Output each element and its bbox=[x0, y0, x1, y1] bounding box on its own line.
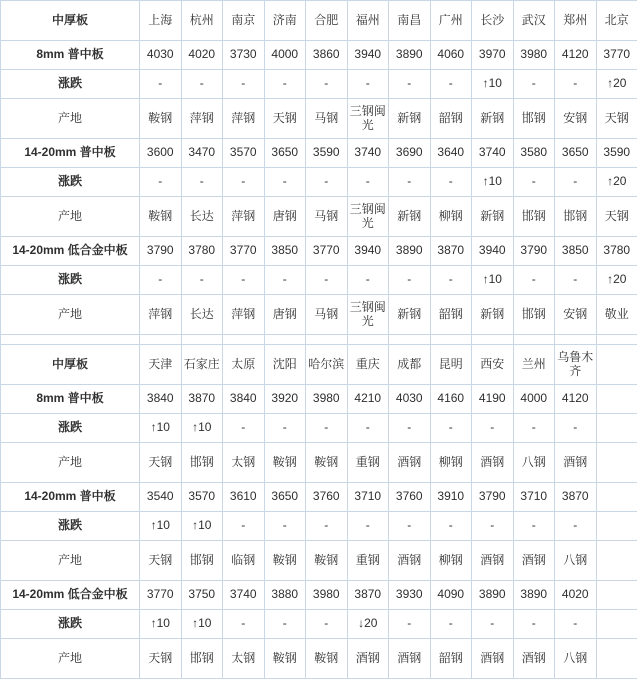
change-cell: - bbox=[264, 414, 306, 443]
change-cell: - bbox=[181, 168, 223, 197]
origin-cell: 新钢 bbox=[389, 295, 431, 335]
change-cell: - bbox=[430, 266, 472, 295]
table-header-category: 中厚板 bbox=[1, 1, 140, 41]
price-cell: 4190 bbox=[472, 385, 514, 414]
table-header-city: 哈尔滨 bbox=[306, 345, 348, 385]
row-label: 8mm 普中板 bbox=[1, 41, 140, 70]
origin-cell bbox=[596, 443, 637, 483]
price-cell: 3790 bbox=[472, 483, 514, 512]
origin-cell: 鞍钢 bbox=[306, 639, 348, 679]
spacer-cell bbox=[181, 335, 223, 345]
origin-cell: 萍钢 bbox=[223, 99, 265, 139]
change-cell: ↑20 bbox=[596, 266, 637, 295]
spacer-cell bbox=[596, 335, 637, 345]
spacer-cell bbox=[264, 335, 306, 345]
row-label: 涨跌 bbox=[1, 414, 140, 443]
row-label: 14-20mm 普中板 bbox=[1, 139, 140, 168]
origin-cell: 八钢 bbox=[513, 443, 555, 483]
table-header-city: 郑州 bbox=[555, 1, 597, 41]
origin-cell: 韶钢 bbox=[430, 295, 472, 335]
change-cell: - bbox=[430, 70, 472, 99]
origin-cell: 唐钢 bbox=[264, 295, 306, 335]
price-cell: 4030 bbox=[140, 41, 182, 70]
price-cell: 3760 bbox=[389, 483, 431, 512]
table-row bbox=[1, 610, 637, 639]
row-label: 涨跌 bbox=[1, 610, 140, 639]
origin-cell: 敬业 bbox=[596, 295, 637, 335]
price-cell: 3650 bbox=[264, 483, 306, 512]
price-cell: 4030 bbox=[389, 385, 431, 414]
change-cell: - bbox=[555, 70, 597, 99]
origin-cell: 韶钢 bbox=[430, 99, 472, 139]
change-cell bbox=[596, 512, 637, 541]
table-header-city: 福州 bbox=[347, 1, 389, 41]
change-cell: - bbox=[306, 414, 348, 443]
row-label: 14-20mm 普中板 bbox=[1, 483, 140, 512]
price-cell: 3780 bbox=[181, 237, 223, 266]
table-section-spacer bbox=[1, 335, 637, 345]
change-cell: - bbox=[306, 266, 348, 295]
table-header-row bbox=[1, 1, 637, 41]
table-row bbox=[1, 639, 637, 679]
price-cell bbox=[596, 581, 637, 610]
price-cell: 4060 bbox=[430, 41, 472, 70]
table-header-city: 合肥 bbox=[306, 1, 348, 41]
change-cell: - bbox=[347, 70, 389, 99]
change-cell: - bbox=[389, 610, 431, 639]
origin-cell: 鞍钢 bbox=[264, 639, 306, 679]
table-header-city: 武汉 bbox=[513, 1, 555, 41]
origin-cell: 萍钢 bbox=[223, 197, 265, 237]
spacer-cell bbox=[430, 335, 472, 345]
price-cell: 3610 bbox=[223, 483, 265, 512]
origin-cell: 邯钢 bbox=[513, 295, 555, 335]
spacer-cell bbox=[223, 335, 265, 345]
price-cell: 3780 bbox=[596, 237, 637, 266]
change-cell: ↑20 bbox=[596, 168, 637, 197]
price-cell bbox=[596, 385, 637, 414]
change-cell: ↓20 bbox=[347, 610, 389, 639]
origin-cell: 八钢 bbox=[555, 541, 597, 581]
price-cell: 3940 bbox=[347, 41, 389, 70]
row-label: 产地 bbox=[1, 197, 140, 237]
origin-cell: 柳钢 bbox=[430, 197, 472, 237]
price-cell: 4120 bbox=[555, 385, 597, 414]
row-label: 14-20mm 低合金中板 bbox=[1, 581, 140, 610]
price-cell: 3470 bbox=[181, 139, 223, 168]
table-header-city: 西安 bbox=[472, 345, 514, 385]
change-cell: - bbox=[513, 610, 555, 639]
price-cell: 4020 bbox=[181, 41, 223, 70]
price-cell: 3640 bbox=[430, 139, 472, 168]
origin-cell: 天钢 bbox=[596, 197, 637, 237]
change-cell: - bbox=[347, 414, 389, 443]
change-cell: - bbox=[140, 266, 182, 295]
table-header-city: 北京 bbox=[596, 1, 637, 41]
price-cell: 3870 bbox=[347, 581, 389, 610]
price-cell: 3590 bbox=[596, 139, 637, 168]
change-cell: - bbox=[223, 610, 265, 639]
change-cell: - bbox=[389, 266, 431, 295]
price-cell: 3860 bbox=[306, 41, 348, 70]
price-cell: 3730 bbox=[223, 41, 265, 70]
origin-cell bbox=[596, 541, 637, 581]
price-cell: 3540 bbox=[140, 483, 182, 512]
table-header-row bbox=[1, 345, 637, 385]
change-cell: ↑10 bbox=[140, 512, 182, 541]
table-header-city: 成都 bbox=[389, 345, 431, 385]
change-cell: - bbox=[264, 266, 306, 295]
table-row bbox=[1, 443, 637, 483]
table-header-city: 石家庄 bbox=[181, 345, 223, 385]
row-label: 产地 bbox=[1, 295, 140, 335]
price-cell: 4210 bbox=[347, 385, 389, 414]
origin-cell: 重钢 bbox=[347, 541, 389, 581]
change-cell: - bbox=[223, 512, 265, 541]
spacer-cell bbox=[306, 335, 348, 345]
table-header-city: 乌鲁木齐 bbox=[555, 345, 597, 385]
origin-cell: 临钢 bbox=[223, 541, 265, 581]
origin-cell: 太钢 bbox=[223, 443, 265, 483]
spacer-cell bbox=[140, 335, 182, 345]
change-cell: - bbox=[430, 610, 472, 639]
origin-cell: 新钢 bbox=[472, 197, 514, 237]
price-cell: 4000 bbox=[513, 385, 555, 414]
table-row bbox=[1, 581, 637, 610]
origin-cell: 酒钢 bbox=[513, 541, 555, 581]
change-cell: - bbox=[264, 168, 306, 197]
origin-cell: 新钢 bbox=[389, 197, 431, 237]
change-cell: - bbox=[264, 70, 306, 99]
origin-cell: 邯钢 bbox=[181, 443, 223, 483]
price-cell: 3840 bbox=[140, 385, 182, 414]
table-header-category: 中厚板 bbox=[1, 345, 140, 385]
price-cell: 3890 bbox=[389, 237, 431, 266]
row-label: 涨跌 bbox=[1, 266, 140, 295]
table-header-city: 杭州 bbox=[181, 1, 223, 41]
price-cell: 3920 bbox=[264, 385, 306, 414]
origin-cell: 三钢闽光 bbox=[347, 295, 389, 335]
spacer-cell bbox=[513, 335, 555, 345]
row-label: 产地 bbox=[1, 639, 140, 679]
change-cell: ↑20 bbox=[596, 70, 637, 99]
change-cell: - bbox=[472, 414, 514, 443]
table-header-city: 沈阳 bbox=[264, 345, 306, 385]
price-cell: 3600 bbox=[140, 139, 182, 168]
change-cell: - bbox=[140, 70, 182, 99]
origin-cell: 天钢 bbox=[596, 99, 637, 139]
price-cell: 3650 bbox=[264, 139, 306, 168]
table-row bbox=[1, 197, 637, 237]
origin-cell: 太钢 bbox=[223, 639, 265, 679]
price-cell: 3650 bbox=[555, 139, 597, 168]
table-row bbox=[1, 414, 637, 443]
change-cell: - bbox=[513, 168, 555, 197]
spacer-cell bbox=[555, 335, 597, 345]
change-cell: - bbox=[555, 168, 597, 197]
table-header-city: 天津 bbox=[140, 345, 182, 385]
origin-cell: 新钢 bbox=[389, 99, 431, 139]
change-cell: - bbox=[264, 610, 306, 639]
row-label: 涨跌 bbox=[1, 168, 140, 197]
origin-cell: 萍钢 bbox=[140, 295, 182, 335]
price-cell: 3740 bbox=[347, 139, 389, 168]
table-row bbox=[1, 295, 637, 335]
price-cell: 3870 bbox=[181, 385, 223, 414]
origin-cell: 新钢 bbox=[472, 99, 514, 139]
price-cell: 3890 bbox=[389, 41, 431, 70]
price-cell: 3880 bbox=[264, 581, 306, 610]
price-cell: 3740 bbox=[472, 139, 514, 168]
price-cell: 4120 bbox=[555, 41, 597, 70]
origin-cell: 三钢闽光 bbox=[347, 197, 389, 237]
origin-cell: 邯钢 bbox=[513, 99, 555, 139]
change-cell: - bbox=[430, 168, 472, 197]
change-cell: - bbox=[223, 70, 265, 99]
price-cell: 3850 bbox=[555, 237, 597, 266]
change-cell: ↑10 bbox=[181, 610, 223, 639]
price-cell: 3930 bbox=[389, 581, 431, 610]
change-cell: - bbox=[347, 512, 389, 541]
row-label: 14-20mm 低合金中板 bbox=[1, 237, 140, 266]
price-cell: 3870 bbox=[430, 237, 472, 266]
price-cell: 3570 bbox=[223, 139, 265, 168]
origin-cell: 长达 bbox=[181, 295, 223, 335]
origin-cell: 重钢 bbox=[347, 443, 389, 483]
table-row bbox=[1, 385, 637, 414]
origin-cell: 柳钢 bbox=[430, 541, 472, 581]
origin-cell: 萍钢 bbox=[223, 295, 265, 335]
origin-cell: 酒钢 bbox=[389, 541, 431, 581]
change-cell: - bbox=[513, 414, 555, 443]
origin-cell: 酒钢 bbox=[389, 639, 431, 679]
change-cell: - bbox=[264, 512, 306, 541]
row-label: 涨跌 bbox=[1, 512, 140, 541]
table-header-city: 长沙 bbox=[472, 1, 514, 41]
origin-cell: 安钢 bbox=[555, 99, 597, 139]
change-cell: - bbox=[223, 168, 265, 197]
price-cell: 3980 bbox=[513, 41, 555, 70]
price-cell: 4160 bbox=[430, 385, 472, 414]
price-cell: 3790 bbox=[140, 237, 182, 266]
change-cell: - bbox=[306, 70, 348, 99]
change-cell: - bbox=[181, 266, 223, 295]
change-cell: - bbox=[223, 414, 265, 443]
origin-cell: 萍钢 bbox=[181, 99, 223, 139]
origin-cell: 鞍钢 bbox=[306, 541, 348, 581]
table-row bbox=[1, 99, 637, 139]
spacer-cell bbox=[1, 335, 140, 345]
price-cell: 3580 bbox=[513, 139, 555, 168]
price-cell: 3710 bbox=[513, 483, 555, 512]
change-cell: ↑10 bbox=[140, 610, 182, 639]
price-cell: 3970 bbox=[472, 41, 514, 70]
price-cell: 3770 bbox=[306, 237, 348, 266]
change-cell: - bbox=[513, 266, 555, 295]
change-cell: - bbox=[555, 610, 597, 639]
change-cell: - bbox=[513, 512, 555, 541]
table-row bbox=[1, 541, 637, 581]
row-label: 产地 bbox=[1, 99, 140, 139]
origin-cell: 邯钢 bbox=[181, 541, 223, 581]
price-cell: 3940 bbox=[347, 237, 389, 266]
origin-cell: 新钢 bbox=[472, 295, 514, 335]
change-cell: ↑10 bbox=[472, 168, 514, 197]
change-cell: - bbox=[555, 512, 597, 541]
price-cell: 3890 bbox=[472, 581, 514, 610]
change-cell: - bbox=[389, 512, 431, 541]
table-header-city: 南昌 bbox=[389, 1, 431, 41]
change-cell: - bbox=[555, 266, 597, 295]
spacer-cell bbox=[347, 335, 389, 345]
table-header-city bbox=[596, 345, 637, 385]
change-cell: - bbox=[347, 266, 389, 295]
price-cell: 3760 bbox=[306, 483, 348, 512]
row-label: 产地 bbox=[1, 541, 140, 581]
origin-cell: 韶钢 bbox=[430, 639, 472, 679]
change-cell: - bbox=[306, 610, 348, 639]
price-cell: 3940 bbox=[472, 237, 514, 266]
change-cell bbox=[596, 414, 637, 443]
price-cell: 4020 bbox=[555, 581, 597, 610]
origin-cell: 鞍钢 bbox=[264, 443, 306, 483]
origin-cell: 八钢 bbox=[555, 639, 597, 679]
change-cell: - bbox=[306, 512, 348, 541]
change-cell: - bbox=[430, 414, 472, 443]
row-label: 8mm 普中板 bbox=[1, 385, 140, 414]
origin-cell: 马钢 bbox=[306, 197, 348, 237]
origin-cell: 酒钢 bbox=[472, 443, 514, 483]
origin-cell: 酒钢 bbox=[472, 541, 514, 581]
price-cell: 3750 bbox=[181, 581, 223, 610]
origin-cell: 酒钢 bbox=[555, 443, 597, 483]
origin-cell: 三钢闽光 bbox=[347, 99, 389, 139]
table-header-city: 济南 bbox=[264, 1, 306, 41]
change-cell: ↑10 bbox=[472, 70, 514, 99]
change-cell: ↑10 bbox=[181, 414, 223, 443]
change-cell: - bbox=[347, 168, 389, 197]
price-cell: 3770 bbox=[140, 581, 182, 610]
price-cell bbox=[596, 483, 637, 512]
origin-cell: 天钢 bbox=[140, 541, 182, 581]
change-cell: - bbox=[389, 414, 431, 443]
table-row bbox=[1, 41, 637, 70]
table-header-city: 重庆 bbox=[347, 345, 389, 385]
origin-cell: 鞍钢 bbox=[140, 197, 182, 237]
table-row bbox=[1, 237, 637, 266]
table-header-city: 太原 bbox=[223, 345, 265, 385]
change-cell: - bbox=[389, 70, 431, 99]
price-cell: 4090 bbox=[430, 581, 472, 610]
origin-cell: 柳钢 bbox=[430, 443, 472, 483]
price-cell: 3910 bbox=[430, 483, 472, 512]
change-cell: - bbox=[223, 266, 265, 295]
price-cell: 3890 bbox=[513, 581, 555, 610]
origin-cell: 天钢 bbox=[264, 99, 306, 139]
origin-cell: 长达 bbox=[181, 197, 223, 237]
table-header-city: 兰州 bbox=[513, 345, 555, 385]
origin-cell bbox=[596, 639, 637, 679]
change-cell: - bbox=[513, 70, 555, 99]
origin-cell: 酒钢 bbox=[347, 639, 389, 679]
spacer-cell bbox=[472, 335, 514, 345]
origin-cell: 天钢 bbox=[140, 443, 182, 483]
table-row bbox=[1, 266, 637, 295]
origin-cell: 鞍钢 bbox=[264, 541, 306, 581]
table-header-city: 昆明 bbox=[430, 345, 472, 385]
price-cell: 3710 bbox=[347, 483, 389, 512]
origin-cell: 酒钢 bbox=[513, 639, 555, 679]
price-cell: 3850 bbox=[264, 237, 306, 266]
origin-cell: 酒钢 bbox=[389, 443, 431, 483]
table-row bbox=[1, 483, 637, 512]
price-cell: 3690 bbox=[389, 139, 431, 168]
price-cell: 3870 bbox=[555, 483, 597, 512]
change-cell: ↑10 bbox=[181, 512, 223, 541]
price-cell: 3770 bbox=[223, 237, 265, 266]
change-cell: - bbox=[472, 512, 514, 541]
table-row bbox=[1, 168, 637, 197]
origin-cell: 邯钢 bbox=[555, 197, 597, 237]
price-cell: 3770 bbox=[596, 41, 637, 70]
table-header-city: 上海 bbox=[140, 1, 182, 41]
origin-cell: 唐钢 bbox=[264, 197, 306, 237]
change-cell: - bbox=[555, 414, 597, 443]
origin-cell: 酒钢 bbox=[472, 639, 514, 679]
change-cell: - bbox=[430, 512, 472, 541]
origin-cell: 鞍钢 bbox=[140, 99, 182, 139]
price-cell: 3740 bbox=[223, 581, 265, 610]
origin-cell: 安钢 bbox=[555, 295, 597, 335]
price-cell: 3570 bbox=[181, 483, 223, 512]
change-cell bbox=[596, 610, 637, 639]
price-cell: 3790 bbox=[513, 237, 555, 266]
origin-cell: 鞍钢 bbox=[306, 443, 348, 483]
origin-cell: 邯钢 bbox=[181, 639, 223, 679]
origin-cell: 邯钢 bbox=[513, 197, 555, 237]
origin-cell: 马钢 bbox=[306, 295, 348, 335]
table-header-city: 广州 bbox=[430, 1, 472, 41]
change-cell: - bbox=[306, 168, 348, 197]
change-cell: ↑10 bbox=[140, 414, 182, 443]
table-header-city: 南京 bbox=[223, 1, 265, 41]
change-cell: ↑10 bbox=[472, 266, 514, 295]
change-cell: - bbox=[181, 70, 223, 99]
price-cell: 4000 bbox=[264, 41, 306, 70]
row-label: 涨跌 bbox=[1, 70, 140, 99]
table-row bbox=[1, 70, 637, 99]
row-label: 产地 bbox=[1, 443, 140, 483]
price-cell: 3840 bbox=[223, 385, 265, 414]
spacer-cell bbox=[389, 335, 431, 345]
price-cell: 3590 bbox=[306, 139, 348, 168]
table-row bbox=[1, 512, 637, 541]
change-cell: - bbox=[472, 610, 514, 639]
change-cell: - bbox=[140, 168, 182, 197]
table-body bbox=[1, 1, 637, 679]
change-cell: - bbox=[389, 168, 431, 197]
table-row bbox=[1, 139, 637, 168]
origin-cell: 天钢 bbox=[140, 639, 182, 679]
price-cell: 3980 bbox=[306, 385, 348, 414]
origin-cell: 马钢 bbox=[306, 99, 348, 139]
price-cell: 3980 bbox=[306, 581, 348, 610]
